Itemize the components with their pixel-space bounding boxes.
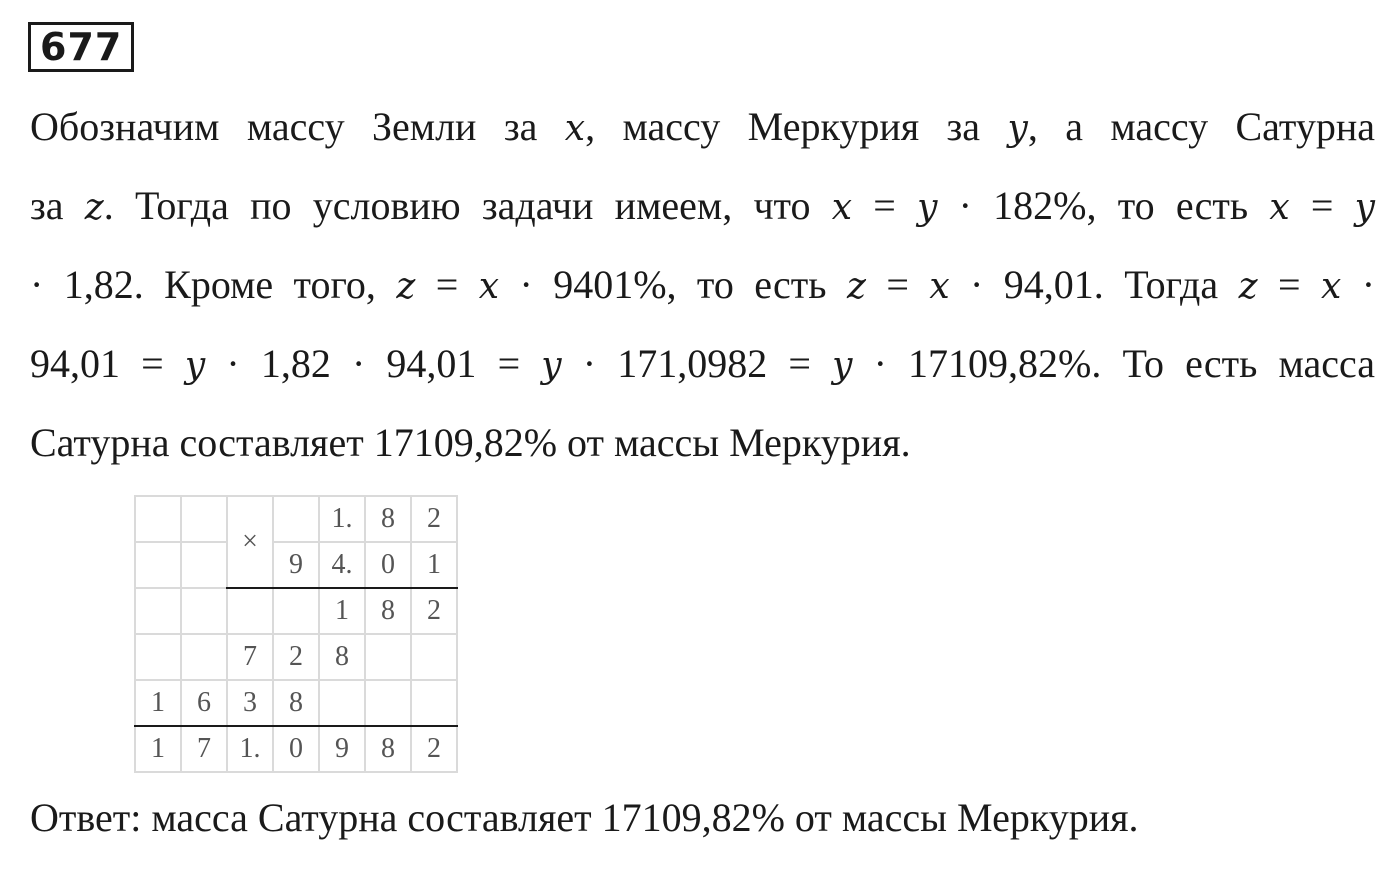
variable-y: y: [1354, 187, 1376, 228]
solution-line: Сатурна составляет 17109,82% от массы Меркурия.: [30, 420, 911, 465]
grid-cell: 1: [319, 588, 365, 634]
grid-cell: 2: [411, 496, 457, 542]
grid-cell: 9: [319, 726, 365, 772]
partial-product-row: [135, 588, 457, 634]
grid-cell: 7: [227, 634, 273, 680]
grid-cell: 0: [365, 542, 411, 588]
grid-cell: 1.: [227, 726, 273, 772]
variable-z: z: [846, 266, 866, 307]
variable-y: y: [1007, 108, 1028, 149]
grid-cell: [135, 496, 181, 542]
variable-x: x: [929, 266, 950, 307]
grid-cell: [135, 542, 181, 588]
grid-cell: 1: [135, 726, 181, 772]
variable-z: z: [1238, 266, 1258, 307]
grid-cell: [319, 680, 365, 726]
solution-line: 94,01 = y · 1,82 · 94,01 = y · 171,0982 = y · 17109,82%. То есть масса: [30, 341, 1375, 386]
grid-cell: 6: [181, 680, 227, 726]
grid-cell: [411, 634, 457, 680]
column-multiplication-grid: [134, 495, 458, 773]
grid-cell: 3: [227, 680, 273, 726]
variable-z: z: [396, 266, 416, 307]
grid-cell: 9: [273, 542, 319, 588]
variable-x: x: [831, 187, 853, 228]
variable-y: y: [184, 345, 206, 386]
multiplier-row: [135, 542, 457, 588]
multiplicand-row: [135, 496, 457, 542]
variable-z: z: [84, 187, 104, 228]
grid-cell: 2: [273, 634, 319, 680]
grid-cell: [181, 634, 227, 680]
variable-x: x: [1269, 187, 1290, 228]
task-number-badge: 677: [28, 22, 134, 72]
grid-cell: 8: [365, 588, 411, 634]
solution-line: Обозначим массу Земли за x, массу Меркурия за y, а массу Сатурна: [30, 104, 1376, 149]
grid-cell: 4.: [319, 542, 365, 588]
variable-y: y: [541, 345, 562, 386]
grid-cell: [273, 496, 319, 542]
answer-text: Ответ: масса Сатурна составляет 17109,82% от массы Меркурия.: [30, 795, 1139, 840]
grid-cell: 2: [411, 726, 457, 772]
grid-cell: [181, 542, 227, 588]
solution-text: [30, 87, 1375, 482]
grid-cell: [227, 588, 273, 634]
grid-cell: [365, 680, 411, 726]
grid-cell: [181, 496, 227, 542]
partial-product-row: [135, 680, 457, 726]
grid-cell: [135, 588, 181, 634]
solution-line: за z. Тогда по условию задачи имеем, что x = y · 182%, то есть x = y: [30, 183, 1376, 228]
grid-cell: 1: [135, 680, 181, 726]
grid-cell: [411, 680, 457, 726]
variable-x: x: [1320, 266, 1342, 307]
partial-product-row: [135, 634, 457, 680]
grid-cell: 2: [411, 588, 457, 634]
grid-cell: [181, 588, 227, 634]
grid-cell: 8: [365, 496, 411, 542]
grid-cell: 8: [273, 680, 319, 726]
variable-x: x: [564, 108, 586, 149]
grid-cell: [273, 588, 319, 634]
variable-y: y: [832, 345, 853, 386]
grid-cell: 8: [365, 726, 411, 772]
grid-cell: 0: [273, 726, 319, 772]
product-row: [135, 726, 457, 772]
multiply-sign: ×: [227, 496, 273, 588]
grid-cell: 8: [319, 634, 365, 680]
variable-x: x: [478, 266, 500, 307]
grid-cell: [135, 634, 181, 680]
grid-cell: 1: [411, 542, 457, 588]
variable-y: y: [917, 187, 938, 228]
grid-cell: 7: [181, 726, 227, 772]
grid-cell: [365, 634, 411, 680]
solution-line: · 1,82. Кроме того, z = x · 9401%, то есть z = x · 94,01. Тогда z = x ·: [30, 262, 1376, 307]
grid-cell: 1.: [319, 496, 365, 542]
